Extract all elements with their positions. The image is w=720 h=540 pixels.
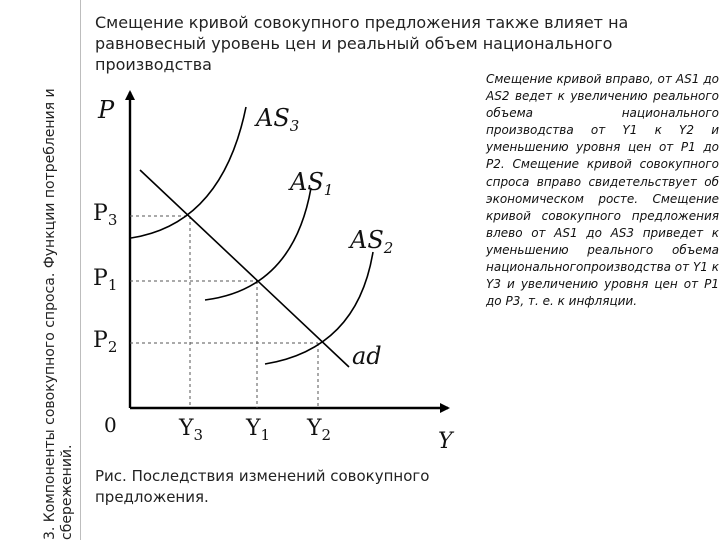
as1-curve xyxy=(205,188,311,300)
output-tick-y2: $Y_2$ xyxy=(307,416,332,444)
price-tick-p3: $P_3$ xyxy=(93,201,118,229)
price-tick-p2: $P_2$ xyxy=(93,328,118,356)
origin-label: 0 xyxy=(104,413,117,437)
sidebar-text: 3. Компоненты совокупного спроса. Функции потребления и сбережений. xyxy=(42,88,75,540)
price-tick-p1: $P_1$ xyxy=(93,266,118,294)
as2-label: $AS_2$ xyxy=(350,226,394,257)
output-tick-y1: $Y_1$ xyxy=(246,416,271,444)
figure-caption: Рис. Последствия изменений совокупного предложения. xyxy=(95,467,430,506)
output-tick-y3: $Y_3$ xyxy=(179,416,204,444)
as3-curve xyxy=(131,107,246,238)
x-axis-label: Y xyxy=(438,429,453,454)
as-ad-diagram xyxy=(88,85,468,460)
y-axis-label: P xyxy=(98,96,115,124)
as1-label: $AS_1$ xyxy=(290,168,334,199)
explanation-text: Смещение кривой вправо, от AS1 до AS2 ведет к увеличению реального объема национального производства от Y1 к Y2 и уменьшению уровня цен от P1 до P2. Смещение кривой совокупного спроса вправо свидетельствует об экономическом росте. Смещение кривой совокупного предложения влево от AS1 до AS3 приведет к уменьшению реального объема национальногопроизводства от Y1 к Y3 и увеличению уровня цен от P1 до P3, т. е. к инфляции. xyxy=(486,72,719,309)
ad-label: ad xyxy=(352,342,382,370)
sidebar xyxy=(0,0,81,540)
ad-curve xyxy=(140,170,349,367)
as3-label: $AS_3$ xyxy=(256,104,300,135)
slide-title: Смещение кривой совокупного предложения также влияет на равновесный уровень цен и реальный объем национального производства xyxy=(95,13,629,74)
